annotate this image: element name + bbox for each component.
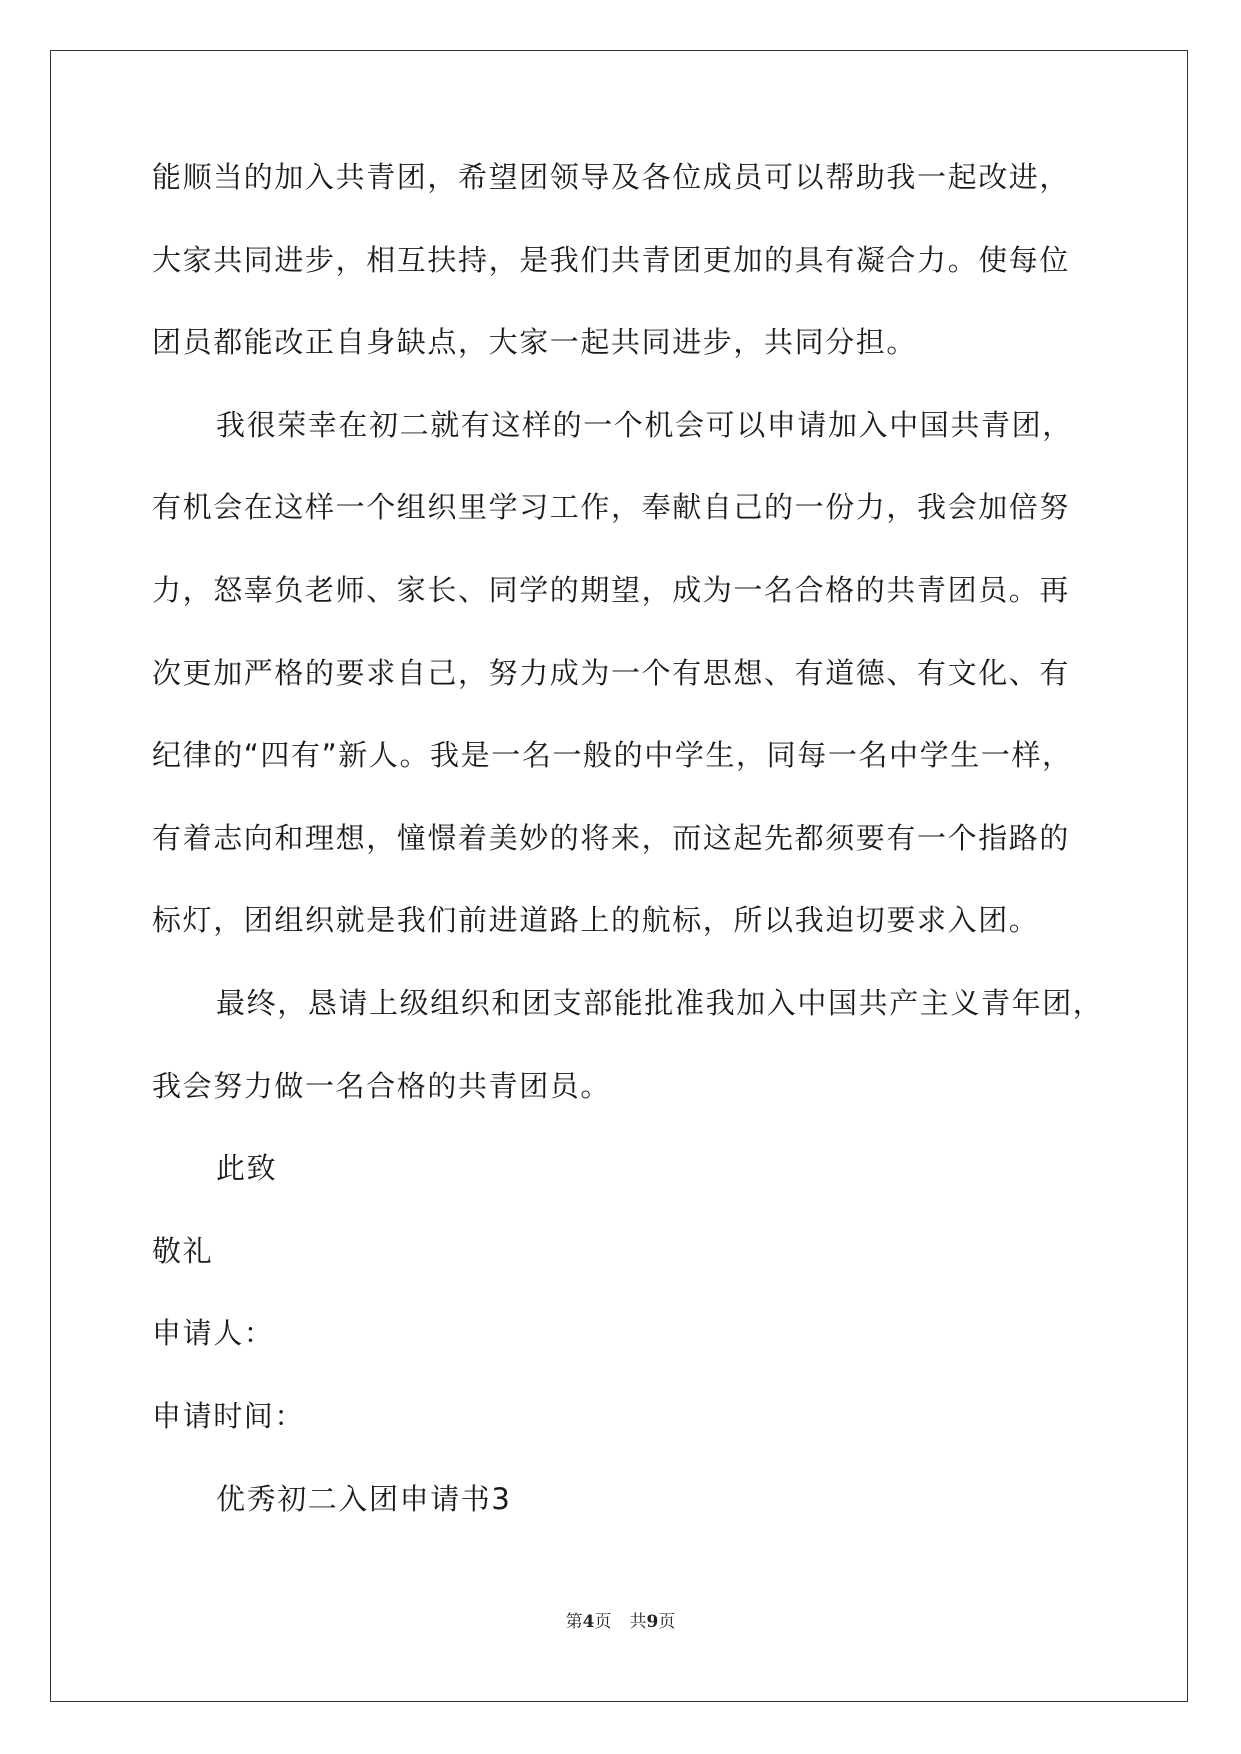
- text-line: 力，怒辜负老师、家长、同学的期望，成为一名合格的共青团员。再: [152, 572, 1071, 607]
- text-line: 次更加严格的要求自己，努力成为一个有思想、有道德、有文化、有: [152, 655, 1071, 690]
- text-line: 纪律的“四有”新人。我是一名一般的中学生，同每一名中学生一样，: [152, 738, 1073, 773]
- text-line: 标灯，团组织就是我们前进道路上的航标，所以我迫切要求入团。: [152, 903, 1040, 938]
- total-page-count: 9: [646, 1612, 659, 1632]
- document-body: [152, 160, 1104, 1564]
- paragraph-start: 最终，恳请上级组织和团支部能批准我加入中国共产主义青年团，: [216, 985, 1104, 1020]
- application-date-label: 申请时间：: [152, 1398, 306, 1433]
- page-suffix: 页: [594, 1612, 612, 1632]
- current-page-number: 4: [582, 1612, 595, 1632]
- total-suffix: 页: [658, 1612, 676, 1632]
- total-prefix: 共: [629, 1612, 647, 1632]
- paragraph-start: 我很荣幸在初二就有这样的一个机会可以申请加入中国共青团，: [216, 407, 1073, 442]
- text-line: 有着志向和理想，憧憬着美妙的将来，而这起先都须要有一个指路的: [152, 820, 1071, 855]
- closing-regards: 敬礼: [152, 1233, 214, 1268]
- text-line: 团员都能改正自身缺点，大家一起共同进步，共同分担。: [152, 325, 918, 360]
- text-line: 能顺当的加入共青团，希望团领导及各位成员可以帮助我一起改进，: [152, 160, 1071, 194]
- page-prefix: 第: [565, 1612, 583, 1632]
- closing-salutation: 此致: [216, 1151, 278, 1186]
- text-line: 有机会在这样一个组织里学习工作，奉献自己的一份力，我会加倍努: [152, 490, 1071, 525]
- page-footer: [0, 1607, 1241, 1632]
- text-line: 大家共同进步，相互扶持，是我们共青团更加的具有凝合力。使每位: [152, 242, 1071, 277]
- applicant-label: 申请人：: [152, 1316, 275, 1351]
- next-section-heading: 优秀初二入团申请书3: [216, 1481, 512, 1516]
- text-line: 我会努力做一名合格的共青团员。: [152, 1068, 612, 1103]
